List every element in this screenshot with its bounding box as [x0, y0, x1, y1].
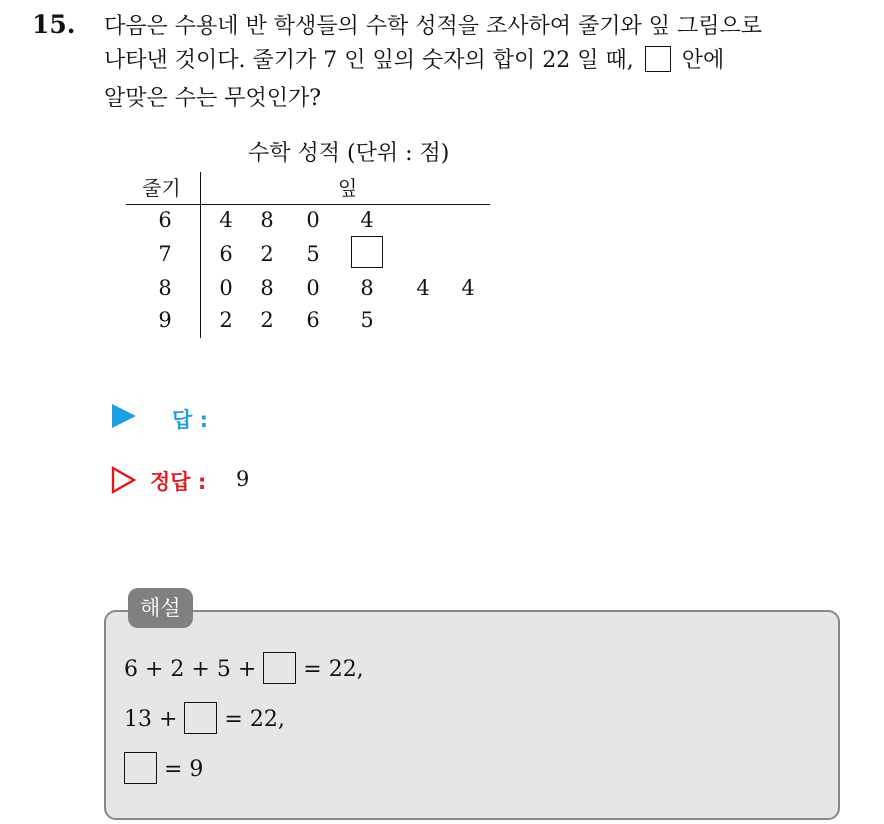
- header-leaf: 잎: [338, 176, 358, 200]
- blank-box-table: [351, 236, 383, 268]
- leaf-cell: 0: [306, 276, 320, 300]
- stem-cell: 7: [158, 242, 172, 266]
- leaf-cell: 0: [306, 208, 320, 232]
- correct-triangle-icon: [111, 466, 137, 494]
- leaf-cell: 8: [260, 208, 274, 232]
- explanation-line-1: [124, 652, 364, 684]
- stem-cell: 6: [158, 208, 172, 232]
- blank-box-explanation: [124, 752, 157, 784]
- leaf-cell: 8: [360, 276, 374, 300]
- leaf-cell: 2: [260, 242, 274, 266]
- explanation-tab: 해설: [128, 588, 193, 628]
- correct-answer-label: 정답 :: [150, 470, 207, 494]
- leaf-cell: 4: [461, 276, 475, 300]
- stem-cell: 8: [158, 276, 172, 300]
- leaf-cell: 5: [360, 308, 374, 332]
- leaf-cell: 4: [219, 208, 233, 232]
- blank-box-explanation: [184, 702, 217, 734]
- question-line-3: 알맞은 수는 무엇인가?: [104, 86, 322, 111]
- question-line-2-text: 나타낸 것이다. 줄기가 7 인 잎의 숫자의 합이 22 일 때,: [104, 48, 634, 73]
- stem-cell: 9: [158, 308, 172, 332]
- explanation-line-3-right: = 9: [164, 757, 204, 782]
- leaf-cell: 4: [416, 276, 430, 300]
- table-title: 수학 성적 (단위 : 점): [248, 141, 450, 166]
- table-header-rule: [126, 204, 490, 205]
- header-stem: 줄기: [142, 176, 181, 200]
- explanation-line-2: [124, 702, 285, 734]
- question-line-2: [104, 46, 724, 76]
- leaf-cell: 6: [219, 242, 233, 266]
- answer-triangle-icon: [112, 404, 136, 428]
- answer-label: 답 :: [172, 408, 208, 432]
- leaf-cell: 8: [260, 276, 274, 300]
- blank-box-explanation: [263, 652, 296, 684]
- correct-answer-value: 9: [236, 467, 250, 491]
- leaf-cell: 6: [306, 308, 320, 332]
- leaf-cell: 2: [260, 308, 274, 332]
- question-line-1: 다음은 수용네 반 학생들의 수학 성적을 조사하여 줄기와 잎 그림으로: [104, 14, 762, 39]
- explanation-line-1-left: 6 + 2 + 5 +: [124, 657, 257, 682]
- leaf-cell: 5: [306, 242, 320, 266]
- explanation-line-1-right: = 22,: [303, 657, 364, 682]
- leaf-cell: 4: [360, 208, 374, 232]
- explanation-line-3: [124, 752, 203, 784]
- question-line-2-end: 안에: [681, 48, 725, 73]
- explanation-line-2-left: 13 +: [124, 707, 178, 732]
- table-divider: [200, 172, 201, 338]
- leaf-cell: 2: [219, 308, 233, 332]
- leaf-cell: 0: [219, 276, 233, 300]
- blank-box-inline: [645, 46, 671, 72]
- explanation-line-2-right: = 22,: [224, 707, 285, 732]
- question-number: 15.: [32, 10, 76, 39]
